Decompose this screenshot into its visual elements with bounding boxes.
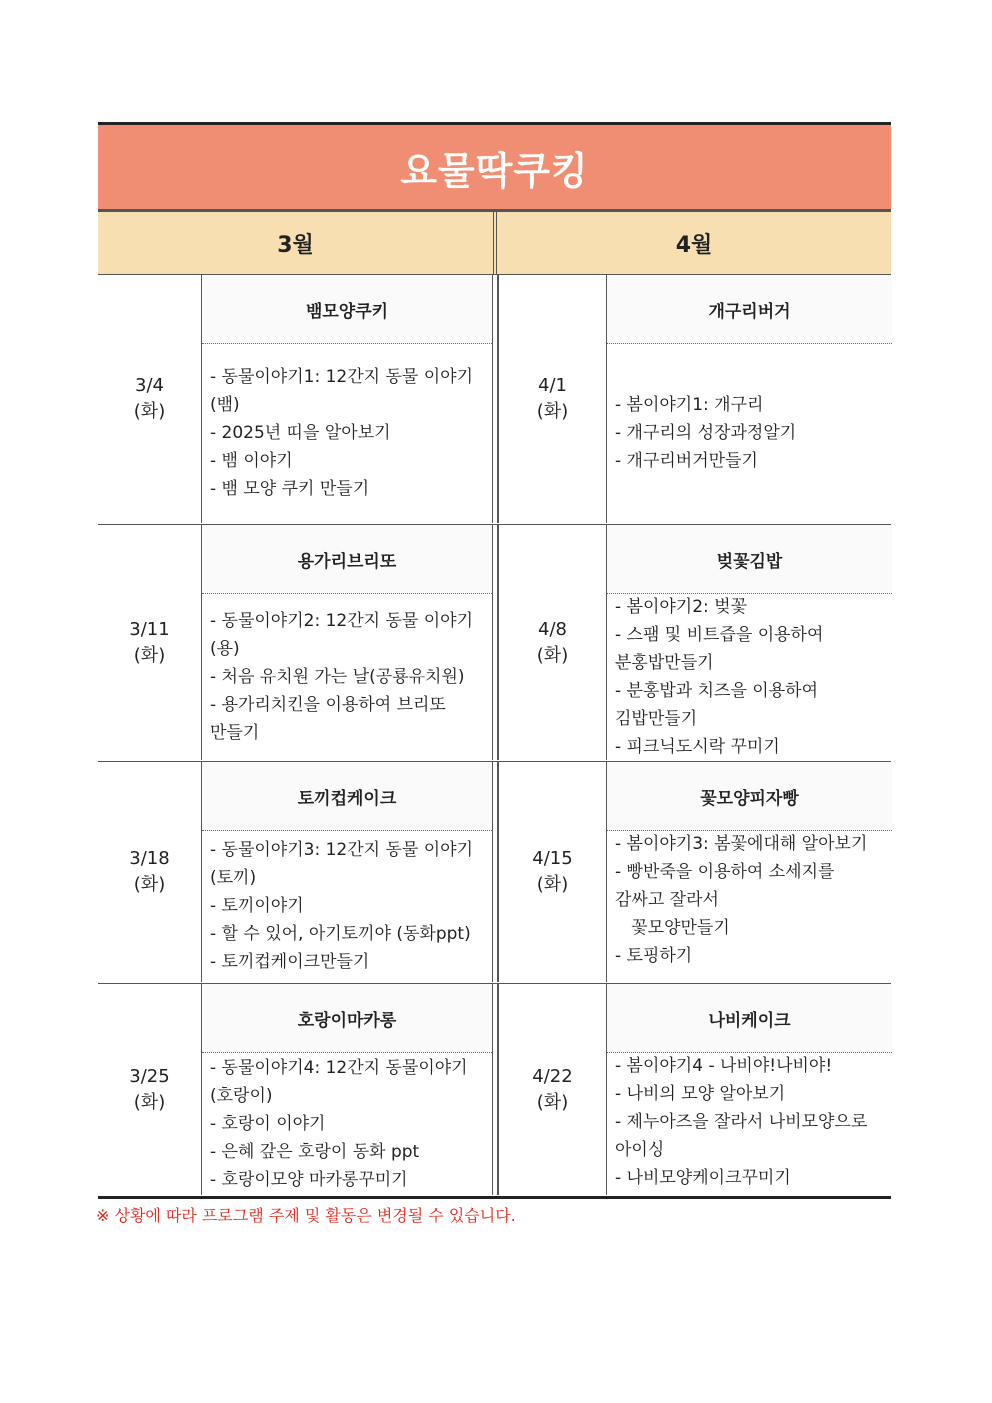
session-date: 4/8: [538, 618, 567, 640]
activity-line: 분홍밥만들기: [615, 653, 714, 673]
activity-line: - 동물이야기2: 12간지 동물 이야기(용): [210, 610, 473, 659]
activity-line: - 나비모양케이크꾸미기: [615, 1168, 791, 1188]
activity-line: - 봄이야기1: 개구리: [615, 395, 764, 415]
month-header-row: [98, 210, 891, 275]
activity-line: - 2025년 띠을 알아보기: [210, 423, 391, 443]
march-menu-name: 용가리브리또: [202, 525, 492, 594]
march-menu-name: 호랑이마카롱: [202, 984, 492, 1053]
activity-line: - 스팸 및 비트즙을 이용하여: [615, 625, 824, 645]
activity-line: - 토끼이야기: [210, 896, 304, 916]
activity-line: - 동물이야기3: 12간지 동물 이야기(토끼): [210, 840, 473, 888]
month-april-header: 4월: [675, 232, 713, 258]
activity-line: - 뱀 모양 쿠키 만들기: [210, 479, 370, 499]
april-menu-name: 개구리버거: [607, 275, 892, 344]
activity-line: - 용가리치킨을 이용하여 브리또: [210, 694, 446, 715]
week-row: [98, 984, 891, 1199]
month-march-header: 3월: [277, 232, 314, 258]
march-activity-list: [202, 1052, 492, 1195]
session-date: 4/15: [532, 848, 573, 869]
april-activity-list: [607, 1052, 892, 1195]
april-activity-list: [607, 343, 892, 523]
week-rows: [98, 275, 891, 1199]
week-row: [98, 275, 891, 525]
activity-line: - 은혜 갚은 호랑이 동화 ppt: [210, 1141, 420, 1162]
april-menu-name: 벚꽃김밥: [607, 525, 892, 594]
session-weekday: (화): [133, 874, 166, 895]
march-menu-name: 뱀모양쿠키: [202, 275, 492, 344]
session-weekday: (화): [536, 644, 569, 666]
session-date: 4/22: [532, 1065, 573, 1087]
session-weekday: (화): [133, 644, 166, 666]
activity-line: - 피크닉도시락 꾸미기: [615, 737, 780, 757]
activity-line: 감싸고 잘라서: [615, 890, 719, 910]
activity-line: - 처음 유치원 가는 날(공룡유치원): [210, 666, 465, 687]
activity-line: - 호랑이모양 마카롱꾸미기: [210, 1169, 408, 1190]
program-table: [98, 122, 891, 1199]
march-activity-list: [202, 343, 492, 523]
activity-line: 꽃모양만들기: [615, 918, 730, 938]
activity-line: - 빵반죽을 이용하여 소세지를: [615, 862, 835, 882]
week-row: [98, 762, 891, 984]
session-date: 3/25: [129, 1065, 170, 1087]
activity-line: - 분홍밥과 치즈을 이용하여: [615, 681, 818, 701]
week-row: [98, 525, 891, 762]
activity-line: 김밥만들기: [615, 709, 698, 729]
april-activity-list: [607, 593, 892, 760]
session-weekday: (화): [133, 401, 166, 422]
session-weekday: (화): [536, 874, 569, 895]
program-title: 요물딱쿠킹: [98, 122, 891, 210]
april-date-cell: [498, 984, 607, 1195]
session-weekday: (화): [133, 1091, 166, 1113]
activity-line: - 토핑하기: [615, 946, 693, 966]
activity-line: - 토끼컵케이크만들기: [210, 952, 370, 972]
march-date-cell: [98, 275, 202, 523]
activity-line: - 봄이야기3: 봄꽃에대해 알아보기: [615, 834, 868, 854]
notice-text: ※ 상황에 따라 프로그램 주제 및 활동은 변경될 수 있습니다.: [96, 1206, 516, 1225]
april-menu-name: 꽃모양피자빵: [607, 762, 892, 831]
activity-line: - 호랑이 이야기: [210, 1113, 326, 1134]
activity-line: - 동물이야기4: 12간지 동물이야기(호랑이): [210, 1057, 468, 1106]
march-date-cell: [98, 525, 202, 760]
march-menu-name: 토끼컵케이크: [202, 762, 492, 831]
april-date-cell: [498, 525, 607, 760]
activity-line: 아이싱: [615, 1140, 665, 1160]
april-date-cell: [498, 762, 607, 982]
april-activity-list: [607, 830, 892, 982]
activity-line: - 할 수 있어, 아기토끼야 (동화ppt): [210, 924, 471, 944]
activity-line: 만들기: [210, 722, 260, 743]
activity-line: - 나비의 모양 알아보기: [615, 1084, 786, 1104]
session-date: 3/11: [129, 618, 170, 640]
activity-line: - 뱀 이야기: [210, 451, 293, 471]
session-date: 3/4: [135, 375, 164, 396]
activity-line: - 제누아즈을 잘라서 나비모양으로: [615, 1112, 868, 1132]
activity-line: - 봄이야기4 - 나비야!나비야!: [615, 1056, 833, 1076]
april-menu-name: 나비케이크: [607, 984, 892, 1053]
march-activity-list: [202, 830, 492, 982]
activity-line: - 봄이야기2: 벚꽃: [615, 597, 748, 617]
march-date-cell: [98, 984, 202, 1195]
session-weekday: (화): [536, 1091, 569, 1113]
activity-line: - 개구리의 성장과정알기: [615, 423, 797, 443]
session-date: 4/1: [538, 375, 567, 396]
april-date-cell: [498, 275, 607, 523]
march-activity-list: [202, 593, 492, 760]
session-date: 3/18: [129, 848, 170, 869]
march-date-cell: [98, 762, 202, 982]
activity-line: - 동물이야기1: 12간지 동물 이야기(뱀): [210, 367, 473, 415]
session-weekday: (화): [536, 401, 569, 422]
activity-line: - 개구리버거만들기: [615, 451, 758, 471]
